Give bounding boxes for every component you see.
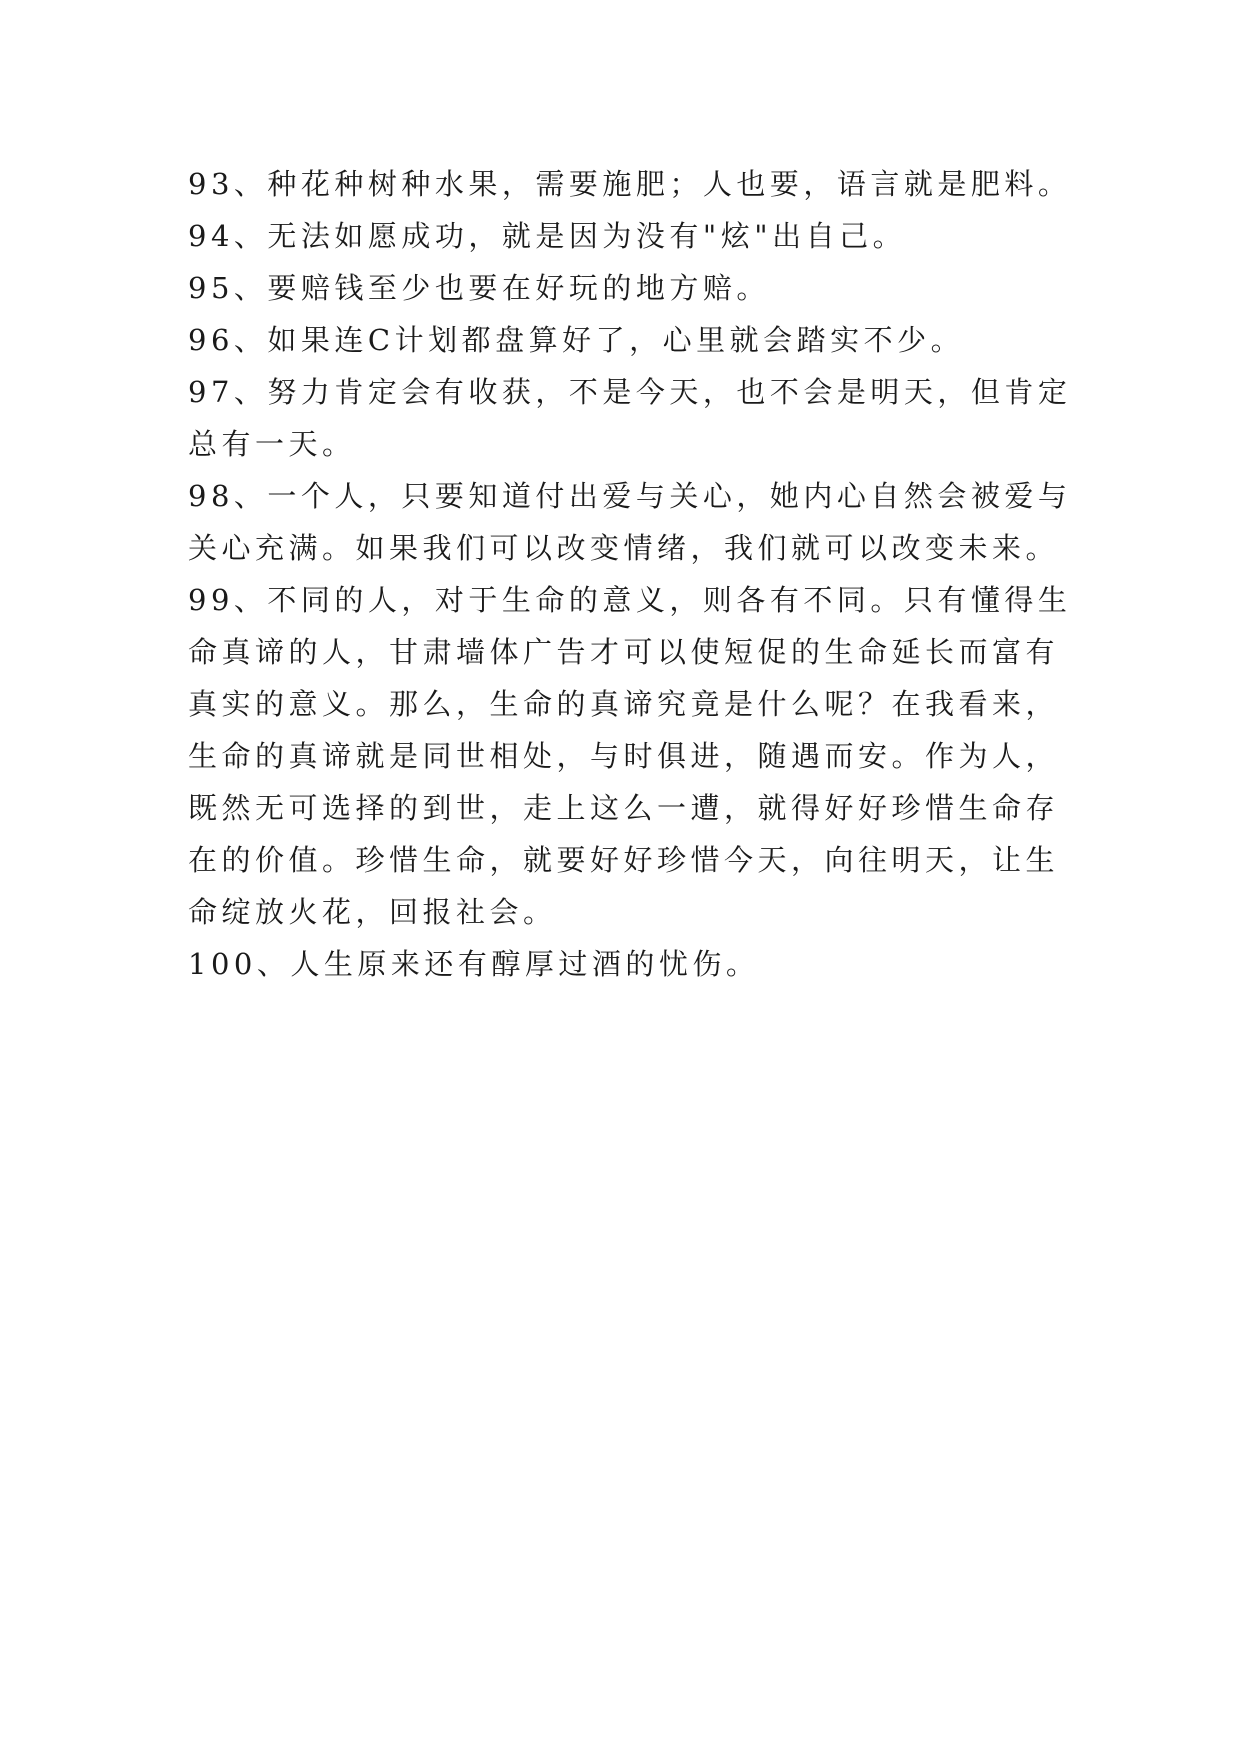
text-line-93: 93、种花种树种水果，需要施肥；人也要，语言就是肥料。 [188,167,1072,201]
text-line-99a: 99、不同的人，对于生命的意义，则各有不同。只有懂得生 [188,583,1072,617]
text-line-99b: 命真谛的人，甘肃墙体广告才可以使短促的生命延长而富有 [188,635,1060,669]
text-line-99g: 命绽放火花，回报社会。 [188,895,557,929]
text-line-99c: 真实的意义。那么，生命的真谛究竟是什么呢？在我看来， [188,687,1060,721]
text-line-97a: 97、努力肯定会有收获，不是今天，也不会是明天，但肯定 [188,375,1072,409]
text-line-96: 96、如果连C计划都盘算好了，心里就会踏实不少。 [188,323,965,357]
text-line-97b: 总有一天。 [188,427,356,461]
text-line-99f: 在的价值。珍惜生命，就要好好珍惜今天，向往明天，让生 [188,843,1060,877]
text-line-99d: 生命的真谛就是同世相处，与时俱进，随遇而安。作为人， [188,739,1060,773]
text-line-94: 94、无法如愿成功，就是因为没有"炫"出自己。 [188,219,907,253]
text-line-95: 95、要赔钱至少也要在好玩的地方赔。 [188,271,770,305]
text-line-99e: 既然无可选择的到世，走上这么一遭，就得好好珍惜生命存 [188,791,1060,825]
text-line-100: 100、人生原来还有醇厚过酒的忧伤。 [188,947,760,981]
text-line-98a: 98、一个人，只要知道付出爱与关心，她内心自然会被爱与 [188,479,1072,513]
text-line-98b: 关心充满。如果我们可以改变情绪，我们就可以改变未来。 [188,531,1060,565]
document-body [188,158,1088,990]
